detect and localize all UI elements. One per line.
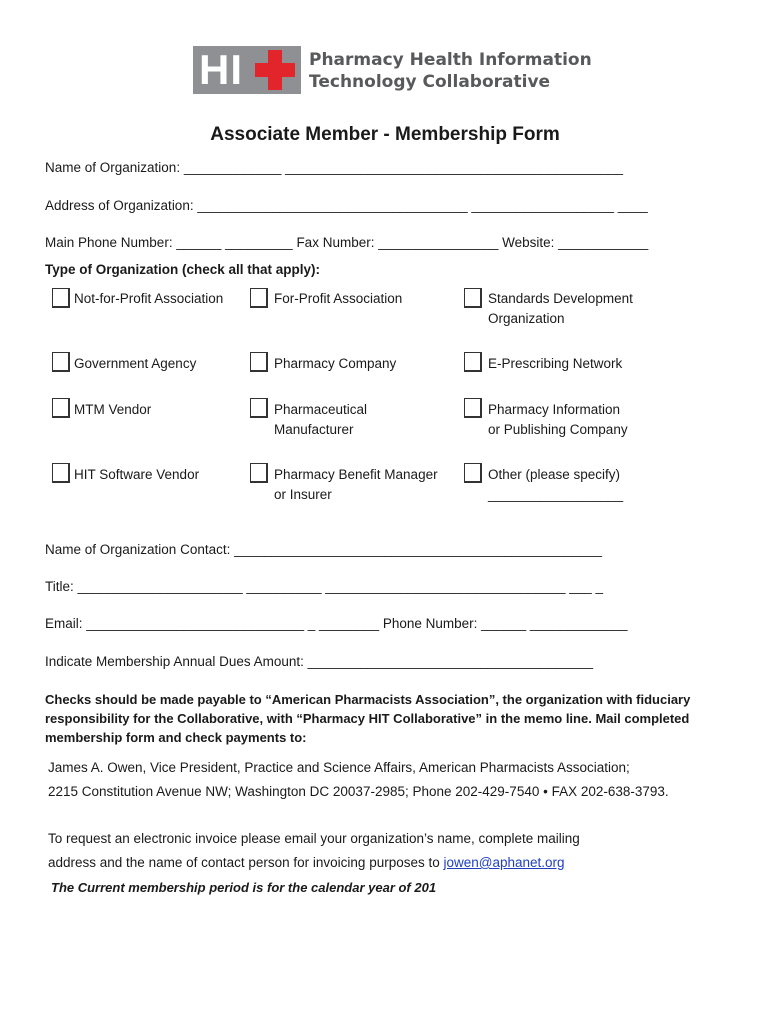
logo-cross-bar xyxy=(255,63,295,77)
checkbox-for-profit[interactable] xyxy=(250,288,268,308)
email-phone-field[interactable]: Email: _____________________________ _ ________ Phone Number: ______ _____________ xyxy=(45,616,628,631)
phone-fax-website-field[interactable]: Main Phone Number: ______ _________ Fax Number: ________________ Website: ____________ xyxy=(45,235,649,250)
checkbox-hit-software-vendor[interactable] xyxy=(52,463,70,483)
invoice-note-line-2 xyxy=(48,855,565,870)
checkbox-label: Pharmacy Company xyxy=(274,356,397,371)
org-name-field[interactable]: Name of Organization: _____________ _____________________________________________ xyxy=(45,160,624,175)
invoice-email-link[interactable]: jowen@aphanet.org xyxy=(443,855,565,870)
logo-wordmark xyxy=(309,49,592,93)
checks-payable-note: Checks should be made payable to “American Pharmacists Association”, the organization with fiduciary responsibility for the Collaborative, with “Pharmacy HIT Collaborative” in the memo line. Mail completed membership form and check payments to: xyxy=(45,692,691,745)
logo-line-1: Pharmacy Health Information xyxy=(309,50,592,70)
mailing-address-line-1: James A. Owen, Vice President, Practice and Science Affairs, American Pharmacists Association; xyxy=(48,760,630,775)
checkbox-label xyxy=(274,465,438,505)
checkbox-label-line2: or Insurer xyxy=(274,487,332,502)
logo-hi-block xyxy=(193,46,301,94)
checkbox-label-line1: Pharmacy Information xyxy=(488,402,621,417)
checkbox-label xyxy=(488,289,633,329)
checkbox-label-line1: Standards Development xyxy=(488,291,633,306)
checkbox-label-line2: or Publishing Company xyxy=(488,422,628,437)
checkbox-label xyxy=(488,465,623,505)
invoice-note-text: address and the name of contact person for invoicing purposes to xyxy=(48,855,444,870)
checkbox-label: For-Profit Association xyxy=(274,291,403,306)
checkbox-label-line2: Manufacturer xyxy=(274,422,354,437)
checkbox-e-prescribing-network[interactable] xyxy=(464,352,482,372)
checkbox-label-line2: Organization xyxy=(488,311,565,326)
membership-period-note: The Current membership period is for the calendar year of 201 xyxy=(51,880,437,895)
checkbox-government-agency[interactable] xyxy=(52,352,70,372)
invoice-note-line-1: To request an electronic invoice please email your organization’s name, complete mailing xyxy=(48,831,580,846)
checkbox-label: MTM Vendor xyxy=(74,402,152,417)
checkbox-not-for-profit[interactable] xyxy=(52,288,70,308)
checkbox-other[interactable] xyxy=(464,463,482,483)
mailing-address-line-2: 2215 Constitution Avenue NW; Washington DC 20037-2985; Phone 202-429-7540 • FAX 202-638-3793. xyxy=(48,784,669,799)
checkbox-label-line1: Pharmacy Benefit Manager xyxy=(274,467,438,482)
checkbox-standards-development[interactable] xyxy=(464,288,482,308)
org-type-heading: Type of Organization (check all that apply): xyxy=(45,262,321,277)
checkbox-label: E-Prescribing Network xyxy=(488,356,623,371)
checkbox-pharmacy-benefit-manager[interactable] xyxy=(250,463,268,483)
contact-title-field[interactable]: Title: ______________________ __________ ________________________________ ___ _ xyxy=(45,579,604,594)
checkbox-mtm-vendor[interactable] xyxy=(52,398,70,418)
checkbox-label xyxy=(488,400,628,440)
checkbox-label-line1: Other (please specify) xyxy=(488,467,621,482)
other-specify-field[interactable]: __________________ xyxy=(488,487,624,502)
checkbox-pharmaceutical-manufacturer[interactable] xyxy=(250,398,268,418)
logo-hi-letters: HI xyxy=(199,46,243,93)
checkbox-label: Not-for-Profit Association xyxy=(74,291,224,306)
checkbox-label-line1: Pharmaceutical xyxy=(274,402,368,417)
collaborative-logo xyxy=(193,46,593,98)
org-address-field[interactable]: Address of Organization: ____________________________________ ___________________ ____ xyxy=(45,198,648,213)
contact-name-field[interactable]: Name of Organization Contact: _________________________________________________ xyxy=(45,542,602,557)
checkbox-pharmacy-information[interactable] xyxy=(464,398,482,418)
checkbox-label: Government Agency xyxy=(74,356,197,371)
checkbox-pharmacy-company[interactable] xyxy=(250,352,268,372)
checkbox-label xyxy=(274,400,367,440)
page-title: Associate Member - Membership Form xyxy=(210,124,560,145)
logo-line-2: Technology Collaborative xyxy=(309,72,551,92)
dues-amount-field[interactable]: Indicate Membership Annual Dues Amount: ______________________________________ xyxy=(45,654,593,669)
checkbox-label: HIT Software Vendor xyxy=(74,467,200,482)
